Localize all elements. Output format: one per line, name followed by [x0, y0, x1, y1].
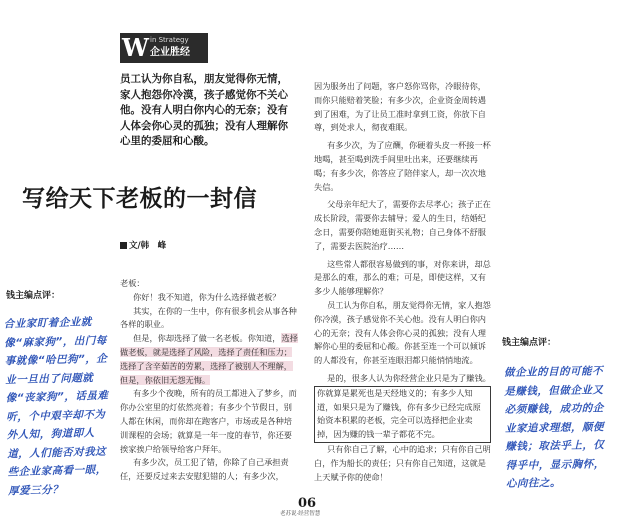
byline-square-icon [120, 242, 127, 249]
publication-name: 老苏说·经营智慧 [280, 511, 321, 517]
highlighted-passage-end: 但是，你依旧无怨无悔。 [120, 374, 211, 385]
paragraph: 有多少个夜晚，所有的员工都进入了梦乡，而你办公室里的灯依然亮着；有多少个节假日，别人都在休闲，而你却在跑客户，市场或是各种培训课程的会场；就算是一年一度的春节，你还要挨家挨户给领导给客户拜年。 [120, 388, 297, 454]
paragraph: 你好！我不知道，你为什么选择做老板？ [133, 291, 281, 302]
salutation: 老板： [120, 278, 145, 288]
byline-text: 文/韩 峰 [129, 241, 167, 251]
section-badge [120, 33, 208, 63]
paragraph: 因为服务出了问题，客户怒你骂你，冷眼待你，而你只能赔着笑脸；有多少次，企业资金周转遇到了困难，为了让员工准时拿到工资，你放下自尊，到处求人，彻夜难眠。 [314, 81, 486, 133]
paragraph: 有多少次，员工犯了错，你除了自己承担责任，还要反过来去安慰犯错的人；有多少次， [120, 457, 289, 482]
editor-comment-label-right: 钱主编点评： [502, 338, 557, 348]
paragraph: 其实，在你的一生中，你有很多机会从事各种各样的职业。 [120, 305, 297, 330]
paragraph: 父母亲年纪大了，需要你去尽孝心；孩子正在成长阶段，需要你去辅导；爱人的生日，结婚纪念日，需要你陪她逛街买礼物；自己身体不舒服了，需要去医院治疗…… [314, 199, 491, 251]
byline [120, 240, 166, 252]
boxed-passage: 你就算是累死也是天经地义的；有多少人知道，如果只是为了赚钱，你有多少已经完成原始资本积累的老板，完全可以选择把企业卖掉，因为赚的钱一辈子都花不完。 [314, 386, 491, 443]
intro-pullquote [120, 72, 298, 150]
section-english: in Strategy [150, 36, 189, 44]
article-column-left [120, 277, 298, 484]
paragraph: 是的，很多人认为你经营企业只是为了赚钱。 [327, 372, 491, 383]
highlighted-passage: 选择做老板，就是选择了风险，选择了责任和压力；选择了含辛茹苦的劳累，选择了被别人不理解， [120, 333, 298, 371]
editor-handwritten-comment-left: 合业家盯着企业就像“麻家狗”，出门每事就像“哈巴狗”，企业一旦出了问题就像“丧家狗”，话虽难听，个中艰辛却不为外人知，狗道即人道，人们能否对我这些企业家高看一眼，厚爱三分？ [3, 316, 109, 497]
article-headline: 写给天下老板的一封信 [22, 185, 257, 212]
section-title: 企业胜经 [150, 47, 190, 58]
paragraph: 员工认为你自私，朋友觉得你无情，家人抱怨你冷漠，孩子感觉你不关心他。没有人明白你内心的无奈；没有人体会你心灵的孤独；没有人理解你心里的委屈和心酸。你甚至连一个可以倾诉的人都没有，你甚至连眼泪都只能悄悄地流。 [314, 299, 491, 366]
paragraph: 这些常人都很容易做到的事，对你来讲，却总是那么的难，那么的难；可是，即使这样，又有多少人能够理解你？ [314, 258, 491, 297]
editor-comment-label-left: 钱主编点评： [6, 291, 61, 301]
paragraph: 有多少次，为了应酬，你硬着头皮一杯接一杯地喝，甚至喝到洗手间里吐出来，还要继续再喝；有多少次，你答应了陪伴家人，却一次次地失信。 [314, 140, 491, 192]
intro-text: 员工认为你自私，朋友觉得你无情，家人抱怨你冷漠，孩子感觉你不关心他。没有人明白你内心的无奈；没有人体会你心灵的孤独；没有人理解你心里的委屈和心酸。 [120, 73, 288, 147]
editor-handwritten-comment-right: 做企业的目的可能不是赚钱，但做企业又必须赚钱，成功的企业家追求理想，顺便赚钱；取法乎上，仅得乎中，显示胸怀，心向往之。 [503, 365, 605, 490]
paragraph: 只有你自己了解，心中的追求；只有你自己明白，作为船长的责任；只有你自己知道，这就是上天赋予你的使命！ [314, 443, 491, 482]
paragraph-text: 但是，你却选择了做一名老板。你知道， [133, 333, 281, 344]
section-letter: W [122, 33, 149, 62]
article-column-right [314, 80, 491, 484]
page-number: 06 [298, 496, 317, 511]
paragraph [120, 332, 298, 387]
